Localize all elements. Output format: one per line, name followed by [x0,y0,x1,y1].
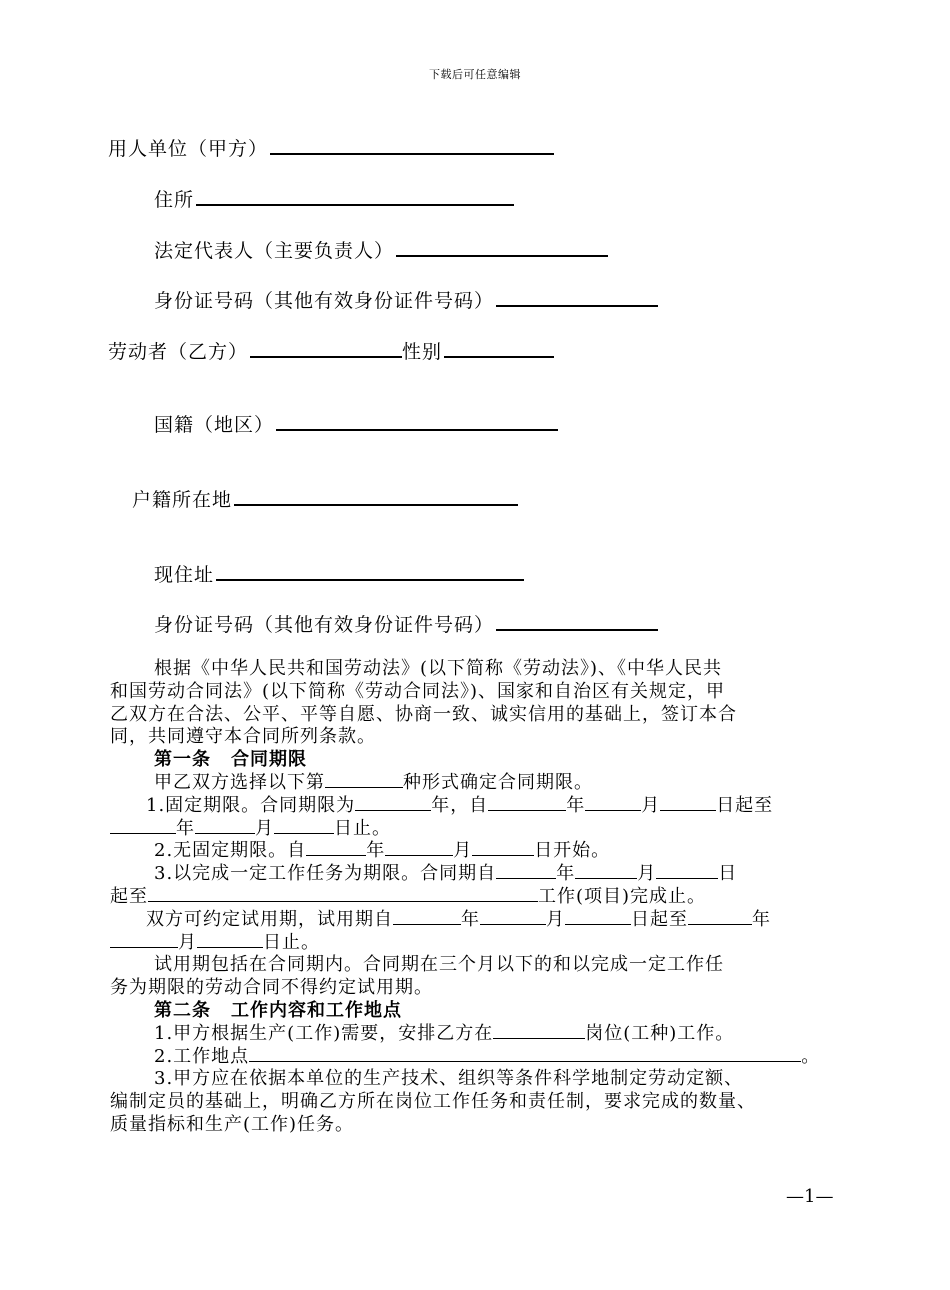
employer-id-label: 身份证号码（其他有效身份证件号码） [154,290,495,312]
article1-probation-line-end [110,932,840,955]
worker-id-blank[interactable] [496,628,658,631]
text: 日开始。 [534,840,611,862]
nationality-label: 国籍（地区） [154,414,275,436]
start-month-blank[interactable] [585,809,641,811]
legal-rep-blank[interactable] [396,254,608,257]
text: 日止。 [334,817,391,839]
article2-number: 第二条 [154,999,211,1021]
worker-field [108,337,554,364]
task-month-blank[interactable] [575,877,637,879]
article1-title: 合同期限 [231,749,307,771]
text: 月 [453,840,473,862]
end-year-blank[interactable] [110,832,176,834]
probation-note: 试用期包括在合同期内。合同期在三个月以下的和以完成一定工作任 [154,954,724,976]
text: 。 [801,1045,821,1067]
text: 年 [461,908,480,930]
text: 年 [556,863,576,885]
gender-blank[interactable] [444,355,554,358]
open-day-blank[interactable] [472,854,534,856]
text: 月 [637,863,657,885]
employer-blank[interactable] [270,152,554,155]
article1-heading [110,749,840,772]
article1-fixed-line-end [110,818,840,841]
text: 甲乙双方选择以下第 [154,771,325,793]
text: 2.工作地点 [154,1045,250,1067]
text: 双方可约定试用期，试用期自 [146,908,393,930]
text: 月 [255,817,274,839]
open-month-blank[interactable] [385,854,453,856]
text: 日 [718,863,738,885]
worker-id-label: 身份证号码（其他有效身份证件号码） [154,614,495,636]
text: 2.无固定期限。自 [154,840,307,862]
intro-line: 根据《中华人民共和国劳动法》(以下简称《劳动法》)、《中华人民共 [154,658,723,679]
intro-line: 乙双方在合法、公平、平等自愿、协商一致、诚实信用的基础上，签订本合 [110,703,737,725]
text: 1.固定期限。合同期限为 [146,794,356,816]
legal-rep-label: 法定代表人（主要负责人） [154,240,395,262]
nationality-blank[interactable] [276,428,558,431]
position-blank[interactable] [493,1037,585,1039]
article1-task-line-end [110,886,840,909]
start-day-blank[interactable] [660,809,716,811]
current-address-label: 现住址 [154,564,215,586]
contract-body [110,658,840,1137]
article2-item2 [110,1046,840,1069]
household-label: 户籍所在地 [132,489,233,511]
employer-id-blank[interactable] [496,304,658,307]
text: 月 [546,908,565,930]
text: 岗位(工种)工作。 [585,1022,735,1044]
text: 日起至 [716,794,774,816]
worker-label: 劳动者（乙方） [108,341,249,363]
probation-end-year-blank[interactable] [688,923,752,925]
worker-id-field [154,610,658,637]
current-address-field [154,560,524,587]
text: 起至 [110,885,148,907]
address-blank[interactable] [196,203,514,206]
task-day-blank[interactable] [656,877,718,879]
article2-heading [110,1000,840,1023]
article1-probation-line [110,909,840,932]
text: 年 [366,840,386,862]
probation-end-day-blank[interactable] [197,946,263,948]
task-name-blank[interactable] [148,900,538,902]
text: 年 [566,794,586,816]
text: 年 [431,794,451,816]
nationality-field [154,410,558,437]
start-year-blank[interactable] [488,809,566,811]
article1-task-line [110,863,840,886]
text: 3.以完成一定工作任务为期限。合同期自 [154,863,497,885]
article1-fixed-line [110,795,840,818]
task-year-blank[interactable] [496,877,556,879]
article1-number: 第一条 [154,749,211,771]
text: 日起至 [631,908,688,930]
article1-open-line [110,840,840,863]
intro-line: 和国劳动合同法》(以下简称《劳动合同法》)、国家和自治区有关规定，甲 [110,680,726,702]
text: 日止。 [263,931,320,953]
legal-rep-field [154,236,608,263]
text: 年 [176,817,195,839]
text: 种形式确定合同期限。 [403,771,593,793]
open-year-blank[interactable] [306,854,366,856]
probation-year-blank[interactable] [393,923,461,925]
text: 1.甲方根据生产(工作)需要，安排乙方在 [154,1022,494,1044]
probation-day-blank[interactable] [565,923,631,925]
text: ，自 [450,794,489,816]
household-field [132,485,518,512]
address-label: 住所 [154,189,195,211]
page-number: —1— [786,1186,834,1207]
article2-item3: 编制定员的基础上，明确乙方所在岗位工作任务和责任制，要求完成的数量、 [110,1091,756,1113]
text: 月 [641,794,661,816]
end-month-blank[interactable] [195,832,255,834]
work-location-blank[interactable] [249,1060,801,1062]
end-day-blank[interactable] [274,832,334,834]
worker-blank[interactable] [250,355,402,358]
current-address-blank[interactable] [216,578,524,581]
gender-label: 性别 [402,341,443,363]
page-header: 下载后可任意编辑 [429,68,521,81]
article2-item3: 质量指标和生产(工作)任务。 [110,1113,355,1135]
text: 年 [752,908,771,930]
article1-choose-line [110,772,840,795]
article2-title: 工作内容和工作地点 [231,999,402,1021]
probation-end-month-blank[interactable] [110,946,178,948]
article2-item1 [110,1023,840,1046]
address-field [154,185,514,212]
years-blank[interactable] [355,809,431,811]
text: 月 [178,931,197,953]
intro-line: 同，共同遵守本合同所列条款。 [110,726,376,748]
probation-month-blank[interactable] [480,923,546,925]
form-number-blank[interactable] [325,786,403,788]
article2-item3: 3.甲方应在依据本单位的生产技术、组织等条件科学地制定劳动定额、 [154,1068,744,1090]
probation-note: 务为期限的劳动合同不得约定试用期。 [110,977,433,999]
employer-label: 用人单位（甲方） [108,138,269,160]
text: 工作(项目)完成止。 [538,885,707,907]
household-blank[interactable] [234,503,518,506]
employer-field [108,134,554,161]
employer-id-field [154,286,658,313]
